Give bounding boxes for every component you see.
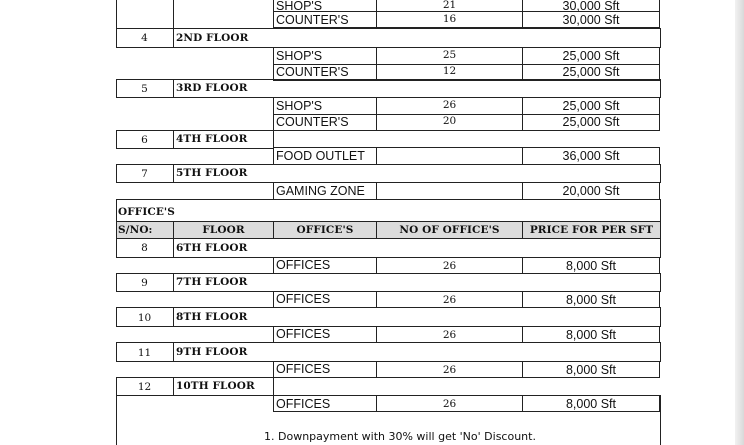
floor-name: 7TH FLOOR [176, 276, 248, 288]
table-border [173, 342, 174, 362]
office-type: OFFICES [276, 327, 331, 341]
serial-number: 12 [137, 381, 152, 393]
header-office: OFFICE'S [296, 224, 354, 236]
office-type: OFFICES [276, 397, 331, 411]
serial-number: 7 [141, 168, 148, 180]
serial-number: 6 [141, 134, 148, 146]
table-border [173, 79, 174, 98]
table-border [116, 0, 117, 28]
office-count: 26 [442, 260, 457, 272]
unit-price: 25,000 Sft [562, 99, 620, 113]
unit-type: COUNTER'S [276, 65, 349, 79]
office-type: OFFICES [276, 258, 331, 272]
unit-price: 20,000 Sft [562, 184, 620, 198]
serial-number: 10 [137, 312, 152, 324]
header-floor: FLOOR [202, 224, 245, 236]
serial-number: 8 [141, 242, 148, 254]
table-border [173, 307, 174, 327]
unit-price: 25,000 Sft [562, 65, 620, 79]
unit-type: FOOD OUTLET [276, 149, 365, 163]
office-type: OFFICES [276, 362, 331, 376]
office-price: 8,000 Sft [565, 293, 617, 307]
floor-name: 2ND FLOOR [176, 32, 249, 44]
table-border [173, 0, 174, 28]
office-price: 8,000 Sft [565, 328, 617, 342]
floor-name: 9TH FLOOR [176, 346, 248, 358]
serial-number: 9 [141, 277, 148, 289]
unit-count-cell [376, 182, 523, 200]
table-border [173, 377, 174, 396]
office-count: 26 [442, 364, 457, 376]
header-count: NO OF OFFICE'S [399, 224, 500, 236]
header-sno: S/NO: [118, 224, 153, 236]
floor-name: 8TH FLOOR [176, 311, 248, 323]
table-border [173, 164, 174, 183]
unit-price: 25,000 Sft [562, 49, 620, 63]
table-border [173, 28, 174, 48]
office-price: 8,000 Sft [565, 259, 617, 273]
section-title-row [116, 199, 661, 222]
section-title: OFFICE'S [118, 206, 175, 218]
office-price: 8,000 Sft [565, 363, 617, 377]
office-type: OFFICES [276, 292, 331, 306]
table-border [173, 130, 174, 149]
table-border [173, 238, 174, 258]
unit-type: COUNTER'S [276, 13, 349, 27]
unit-price: 36,000 Sft [562, 149, 620, 163]
floor-name: 3RD FLOOR [176, 82, 248, 94]
serial-number: 4 [141, 32, 148, 44]
table-border [173, 273, 174, 292]
unit-price: 25,000 Sft [562, 115, 620, 129]
unit-count: 21 [442, 0, 457, 11]
unit-count: 20 [442, 115, 457, 127]
unit-count-cell [376, 147, 523, 165]
serial-number: 5 [141, 83, 148, 95]
floor-name: 6TH FLOOR [176, 242, 248, 254]
unit-count: 26 [442, 99, 457, 111]
office-price: 8,000 Sft [565, 397, 617, 411]
unit-count: 25 [442, 49, 457, 61]
floor-name: 10TH FLOOR [176, 380, 255, 392]
unit-count: 16 [442, 13, 457, 25]
unit-type: SHOP'S [276, 0, 323, 13]
unit-count: 12 [442, 65, 457, 77]
unit-type: GAMING ZONE [276, 184, 365, 198]
office-count: 26 [442, 294, 457, 306]
unit-type: SHOP'S [276, 49, 323, 63]
unit-price: 30,000 Sft [562, 0, 620, 13]
office-count: 26 [442, 329, 457, 341]
serial-number: 11 [137, 347, 152, 359]
unit-type: SHOP'S [276, 99, 323, 113]
note-text: 1. Downpayment with 30% will get 'No' Discount. [264, 430, 536, 443]
unit-price: 30,000 Sft [562, 13, 620, 27]
floor-name: 4TH FLOOR [176, 133, 248, 145]
page-edge [735, 0, 744, 445]
floor-name: 5TH FLOOR [176, 167, 248, 179]
unit-type: COUNTER'S [276, 115, 349, 129]
office-count: 26 [442, 398, 457, 410]
header-price: PRICE FOR PER SFT [529, 224, 654, 236]
